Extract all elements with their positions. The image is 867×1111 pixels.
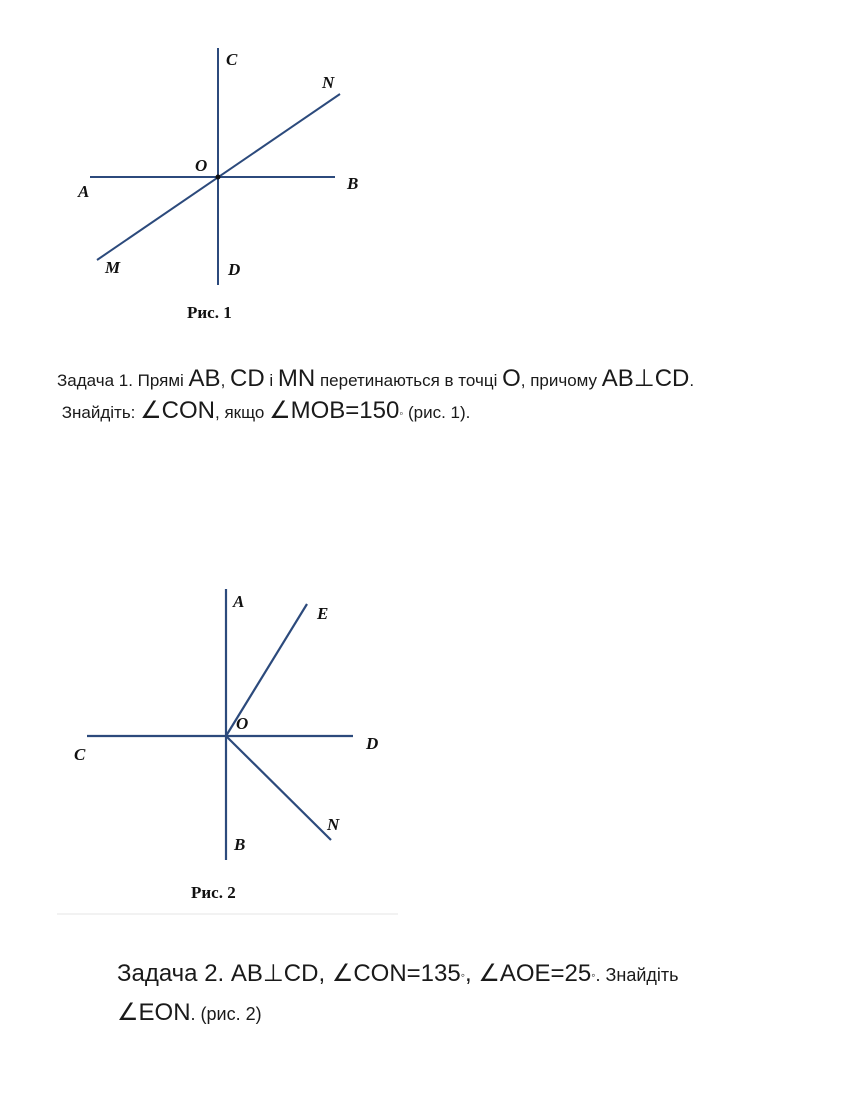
label-a: A	[78, 182, 90, 201]
task-1-angle-con: ∠CON	[140, 397, 215, 424]
ray-on	[226, 736, 331, 840]
task-2-intro: Задача 2.	[117, 960, 231, 987]
task-2-angle-eon: ∠EON	[117, 999, 191, 1026]
degree-symbol: ◦	[591, 968, 596, 982]
label-b-fig2: B	[234, 835, 246, 854]
label-o-fig2: O	[236, 714, 249, 733]
label-n: N	[322, 73, 335, 92]
figure-1-caption: Рис. 1	[187, 303, 232, 322]
task-2-line-1: Задача 2. AB⊥CD, ∠CON=135◦, ∠AOE=25◦. Знайдіть	[117, 960, 679, 987]
label-n-fig2: N	[327, 815, 340, 834]
task-1-angle-mob: ∠MOB=150	[269, 397, 400, 424]
label-d: D	[228, 260, 241, 279]
task-1-mn: MN	[277, 365, 316, 392]
task-1-perp: AB⊥CD	[601, 365, 690, 392]
label-c: C	[226, 50, 238, 69]
task-1-ab: AB	[188, 365, 221, 392]
label-c-fig2: C	[74, 745, 86, 764]
label-e-fig2: E	[317, 604, 329, 623]
task-2-angle-aoe: ∠AOE=25	[478, 960, 592, 987]
label-b: B	[347, 174, 359, 193]
label-o: O	[195, 156, 208, 175]
task-1-line-2: Знайдіть: ∠CON, якщо ∠MOB=150◦ (рис. 1).	[61, 397, 471, 424]
label-a-fig2: A	[233, 592, 245, 611]
degree-symbol: ◦	[460, 968, 465, 982]
figure-2-caption: Рис. 2	[191, 883, 236, 902]
degree-symbol: ◦	[399, 408, 404, 420]
task-1-o: O	[502, 365, 521, 392]
label-d-fig2: D	[366, 734, 379, 753]
label-m: M	[105, 258, 121, 277]
task-1-intro: Задача 1. Прямі	[57, 371, 189, 390]
task-1-line-1: Задача 1. Прямі AB, CD і MN перетинаються в точці O, причому AB⊥CD.	[57, 365, 695, 392]
task-2-perp: AB⊥CD	[230, 960, 319, 987]
task-2-text	[117, 955, 679, 1033]
task-2-line-2: ∠EON. (рис. 2)	[117, 999, 262, 1026]
task-2-angle-con: ∠CON=135	[331, 960, 461, 987]
task-1-cd: CD	[230, 365, 265, 392]
